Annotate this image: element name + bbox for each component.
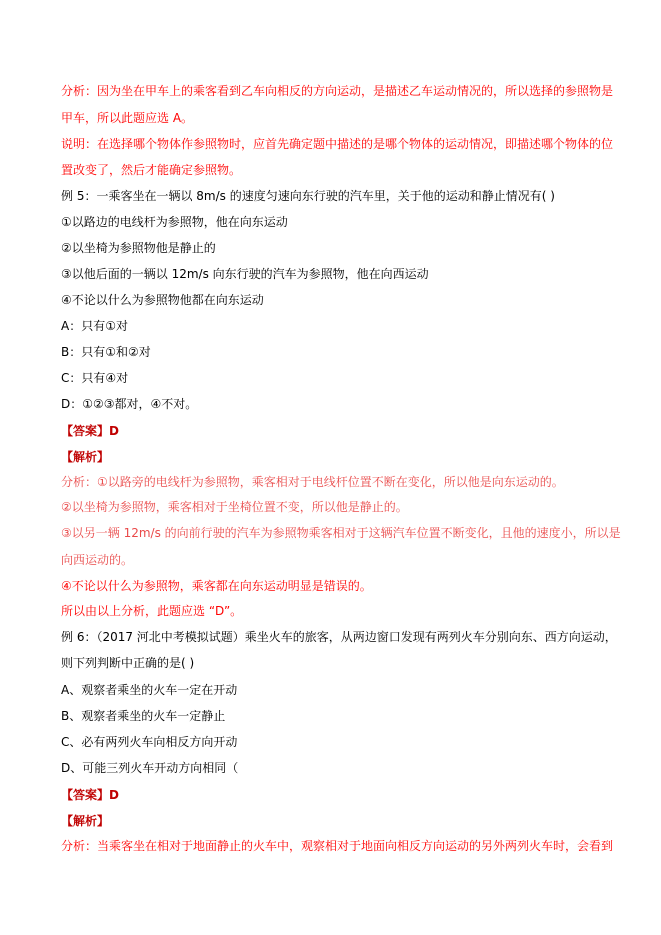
example5-analysis-4: ④不论以什么为参照物，乘客都在向东运动明显是错误的。 [61,579,372,593]
example5-analysis-2: ②以坐椅为参照物，乘客相对于坐椅位置不变，所以他是静止的。 [61,500,408,514]
note-line-1: 说明：在选择哪个物体作参照物时，应首先确定题中描述的是哪个物体的运动情况，即描述哪个物体的位 [61,137,614,151]
example6-option-a: A、观察者乘坐的火车一定在开动 [61,683,238,697]
example5-statement-1: ①以路边的电线杆为参照物，他在向东运动 [61,215,288,229]
example5-statement-3: ③以他后面的一辆以 12m/s 向东行驶的汽车为参照物，他在向西运动 [61,267,429,281]
example5-conclusion: 所以由以上分析，此题应选 “D”。 [61,604,243,618]
analysis-line-1: 分析：因为坐在甲车上的乘客看到乙车向相反的方向运动，是描述乙车运动情况的，所以选择的参照物是 [61,84,614,98]
example5-question: 例 5：一乘客坐在一辆以 8m/s 的速度匀速向东行驶的汽车里，关于他的运动和静止情况有( ) [61,189,555,203]
example5-answer: 【答案】D [61,424,119,438]
example5-analysis-heading: 【解析】 [61,450,110,464]
example5-option-b: B：只有①和②对 [61,345,151,359]
example6-option-c: C、必有两列火车向相反方向开动 [61,735,238,749]
example6-question-1: 例 6：（2017 河北中考模拟试题）乘坐火车的旅客，从两边窗口发现有两列火车分别向东、西方向运动， [61,630,617,644]
example5-option-c: C：只有④对 [61,371,129,385]
example5-statement-4: ④不论以什么为参照物他都在向东运动 [61,293,264,307]
example5-statement-2: ②以坐椅为参照物他是静止的 [61,241,216,255]
example6-option-b: B、观察者乘坐的火车一定静止 [61,709,226,723]
example6-analysis-heading: 【解析】 [61,814,110,828]
analysis-line-2: 甲车，所以此题应选 A。 [61,111,194,125]
example6-answer: 【答案】D [61,788,119,802]
example5-analysis-3a: ③以另一辆 12m/s 的向前行驶的汽车为参照物乘客相对于这辆汽车位置不断变化，且他的速度小，所以是 [61,526,621,540]
example5-option-d: D：①②③都对，④不对。 [61,397,198,411]
note-line-2: 置改变了，然后才能确定参照物。 [61,163,242,177]
example6-option-d: D、可能三列火车开动方向相同（ [61,761,239,775]
example5-analysis-3b: 向西运动的。 [61,553,134,567]
example5-option-a: A：只有①对 [61,319,128,333]
example5-analysis-1: 分析：①以路旁的电线杆为参照物，乘客相对于电线杆位置不断在变化，所以他是向东运动的。 [61,475,564,489]
example6-analysis-1: 分析：当乘客坐在相对于地面静止的火车中，观察相对于地面向相反方向运动的另外两列火车时，会看到 [61,839,614,853]
example6-question-2: 则下列判断中正确的是( ) [61,656,195,670]
